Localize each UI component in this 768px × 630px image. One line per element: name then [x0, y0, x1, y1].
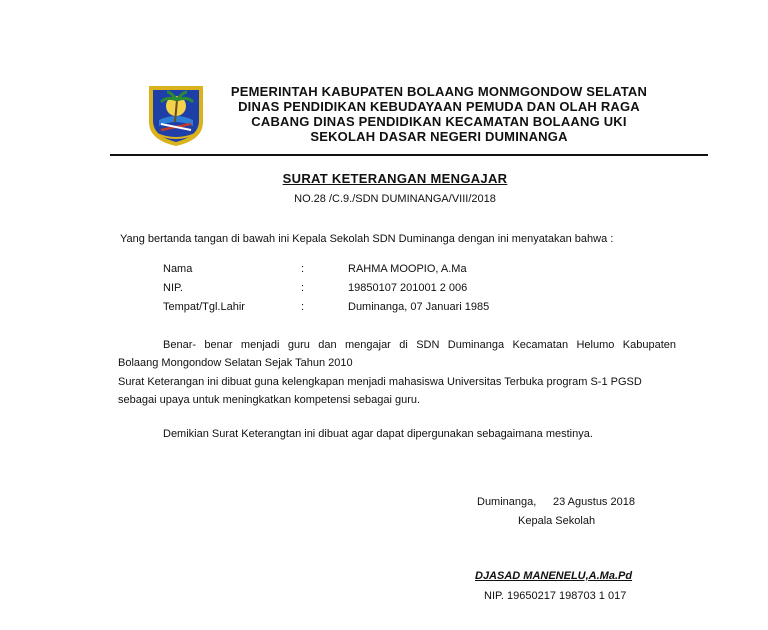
field-separator: : [301, 301, 305, 313]
signature-place: Duminanga, [477, 496, 537, 508]
field-label-nama: Nama [163, 263, 193, 275]
field-value-nama: RAHMA MOOPIO, A.Ma [348, 263, 467, 275]
field-value-nip: 19850107 201001 2 006 [348, 282, 468, 294]
document-title: SURAT KETERANGAN MENGAJAR [282, 171, 508, 186]
letterhead-divider [110, 154, 708, 156]
signatory-name: DJASAD MANENELU,A.Ma.Pd [475, 570, 633, 582]
body-line-4: sebagai upaya untuk meningkatkan kompetensi sebagai guru. [118, 394, 421, 406]
signatory-nip: NIP. 19650217 198703 1 017 [484, 590, 627, 602]
letterhead-line-4: SEKOLAH DASAR NEGERI DUMINANGA [310, 129, 568, 144]
document-number: NO.28 /C.9./SDN DUMINANGA/VIII/2018 [294, 193, 496, 205]
body-line-2: Bolaang Mongondow Selatan Sejak Tahun 2010 [118, 357, 353, 369]
signature-position: Kepala Sekolah [518, 515, 596, 527]
closing-text: Demikian Surat Keterangtan ini dibuat agar dapat dipergunakan sebagaimana mestinya. [163, 428, 593, 440]
field-label-nip: NIP. [163, 282, 183, 294]
field-label-birth: Tempat/Tgl.Lahir [163, 301, 245, 313]
signature-date: 23 Agustus 2018 [553, 496, 635, 508]
field-separator: : [301, 263, 305, 275]
body-line-1: Benar- benar menjadi guru dan mengajar di SDN Duminanga Kecamatan Helumo Kabupaten [163, 339, 676, 351]
intro-text: Yang bertanda tangan di bawah ini Kepala Sekolah SDN Duminanga dengan ini menyatakan bahwa : [120, 233, 614, 245]
letterhead-line-2: DINAS PENDIDIKAN KEBUDAYAAN PEMUDA DAN OLAH RAGA [238, 99, 640, 114]
body-line-3: Surat Keterangan ini dibuat guna kelengkapan menjadi mahasiswa Universitas Terbuka program S-1 PGSD [118, 376, 642, 388]
field-value-birth: Duminanga, 07 Januari 1985 [348, 301, 490, 313]
letterhead-line-3: CABANG DINAS PENDIDIKAN KECAMATAN BOLAANG UKI [251, 114, 627, 129]
field-separator: : [301, 282, 305, 294]
letterhead-line-1: PEMERINTAH KABUPATEN BOLAANG MONMGONDOW SELATAN [230, 84, 648, 99]
